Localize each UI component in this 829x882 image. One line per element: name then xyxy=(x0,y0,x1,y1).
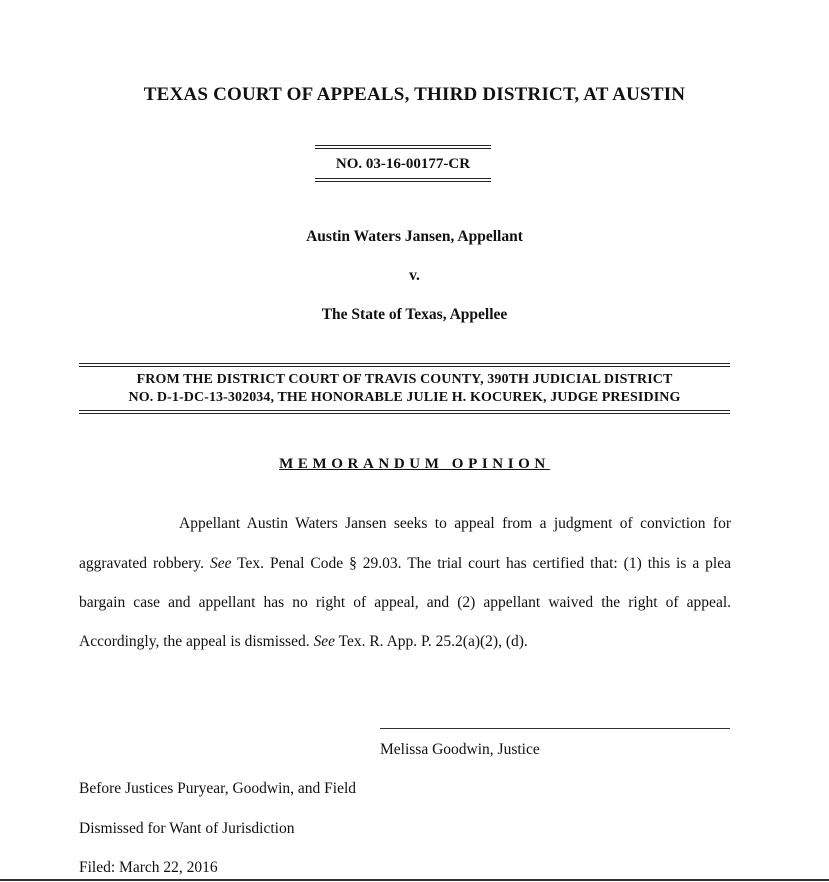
top-double-rule xyxy=(315,145,491,149)
panel-justices: Before Justices Puryear, Goodwin, and Field xyxy=(79,780,357,797)
opinion-heading: MEMORANDUM OPINION xyxy=(279,456,550,472)
signature-line xyxy=(380,728,730,729)
origin-box xyxy=(79,363,730,415)
opinion-line-2-a: aggravated robbery. xyxy=(79,555,210,572)
page-bottom-rule xyxy=(0,879,829,881)
opinion-line-1 xyxy=(79,515,731,533)
citation-signal: See xyxy=(209,555,232,572)
signature-name: Melissa Goodwin, Justice xyxy=(380,741,540,758)
appellant-name: Austin Waters Jansen, Appellant xyxy=(306,228,523,245)
bottom-double-rule xyxy=(315,178,491,182)
filed-date: Filed: March 22, 2016 xyxy=(79,859,218,876)
opinion-line-3: bargain case and appellant has no right of appeal, and (2) appellant waived the right of appeal. xyxy=(79,594,731,611)
origin-top-rule xyxy=(79,363,730,367)
origin-bottom-rule xyxy=(79,410,730,414)
opinion-line-4 xyxy=(79,633,731,651)
versus-label: v. xyxy=(409,267,420,284)
opinion-line-4-b: Tex. R. App. P. 25.2(a)(2), (d). xyxy=(334,633,528,650)
opinion-line-4-a: Accordingly, the appeal is dismissed. xyxy=(79,633,314,650)
opinion-line-2 xyxy=(79,555,731,573)
case-number-box xyxy=(315,145,491,182)
origin-line-2: NO. D-1-DC-13-302034, THE HONORABLE JULIE H. KOCUREK, JUDGE PRESIDING xyxy=(128,390,681,405)
opinion-line-2-b: Tex. Penal Code § 29.03. The trial court has certified that: (1) this is a plea xyxy=(231,555,731,572)
court-title: TEXAS COURT OF APPEALS, THIRD DISTRICT, AT AUSTIN xyxy=(143,84,686,105)
opinion-line-1-text: Appellant Austin Waters Jansen seeks to appeal from a judgment of conviction for xyxy=(179,515,731,532)
appellee-name: The State of Texas, Appellee xyxy=(321,306,508,323)
citation-signal: See xyxy=(313,633,335,650)
disposition: Dismissed for Want of Jurisdiction xyxy=(79,820,295,837)
case-number: NO. 03-16-00177-CR xyxy=(335,156,471,172)
origin-line-1: FROM THE DISTRICT COURT OF TRAVIS COUNTY, 390TH JUDICIAL DISTRICT xyxy=(136,372,673,387)
